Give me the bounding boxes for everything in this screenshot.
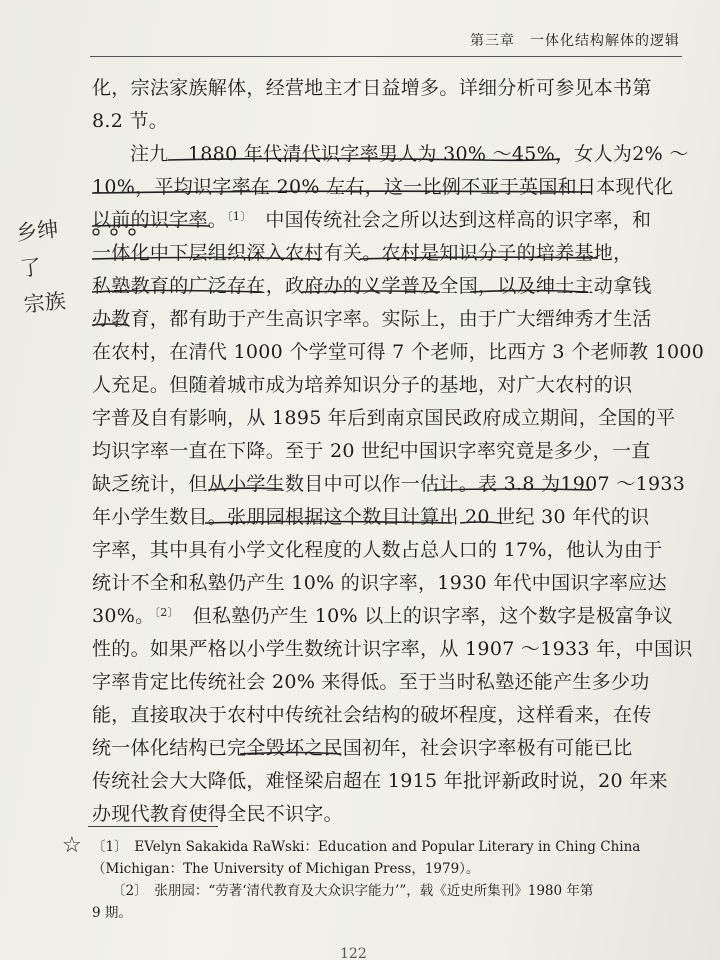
footnote-1-continued: （Michigan：The University of Michigan Press，1979）。	[92, 861, 480, 877]
footnotes	[92, 836, 641, 924]
page-number: 122	[340, 946, 367, 960]
text-line	[92, 600, 674, 633]
text-line: 一体化中下层组织深入农村有关。农村是知识分子的培养基地，	[92, 242, 633, 264]
handwritten-margin-note	[15, 209, 86, 323]
text-line: 注九 1880 年代清代识字率男人为 30% ～45%，女人为2% ～	[130, 143, 689, 165]
header-rule	[90, 56, 682, 57]
text-line: 缺乏统计，但从小学生数目中可以作一估计。表 3.8 为1907 ～1933	[92, 473, 686, 495]
text-segment: 30%。	[92, 605, 155, 627]
star-icon: ☆	[62, 833, 82, 858]
text-line: 字普及自有影响，从 1895 年后到南京国民政府成立期间，全国的平	[92, 407, 676, 429]
text-line: 10%，平均识字率在 20% 左右，这一比例不亚于英国和日本现代化	[92, 176, 674, 198]
text-line: 字率，其中具有小学文化程度的人数占总人口的 17%，他认为由于	[92, 539, 663, 561]
footnote-rule	[88, 826, 218, 827]
text-line: 化，宗法家族解体，经营地主才日益增多。详细分析可参见本书第	[92, 77, 652, 99]
text-line: 统一体化结构已完全毁坏之民国初年，社会识字率极有可能已比	[92, 737, 633, 759]
text-line: 办现代教育使得全民不识字。	[92, 803, 343, 825]
footnote-2: 〔2〕 张朋园：“劳著‘清代教育及大众识字能力’”，载《近史所集刊》1980 年第	[112, 883, 594, 899]
footnote-ref-1: 〔1〕	[227, 210, 247, 223]
text-line: 8.2 节。	[92, 110, 169, 132]
text-line: 统计不全和私塾仍产生 10% 的识字率，1930 年代中国识字率应达	[92, 572, 667, 594]
footnote-1: 〔1〕 EVelyn Sakakida RaWski：Education and Popular Literary in Ching China	[92, 839, 641, 855]
margin-note-line: 乡绅了	[15, 217, 60, 282]
text-line: 人充足。但随着城市成为培养知识分子的基地，对广大农村的识	[92, 374, 633, 396]
text-line	[92, 204, 652, 237]
text-line: 办教育，都有助于产生高识字率。实际上，由于广大缙绅秀才生活	[92, 308, 652, 330]
text-segment: 中国传统社会之所以达到这样高的识字率，和	[246, 209, 652, 231]
text-line: 私塾教育的广泛存在，政府办的义学普及全国，以及绅士主动拿钱	[92, 275, 652, 297]
body-text	[92, 72, 705, 831]
footnote-ref-2: 〔2〕	[154, 606, 174, 619]
text-line: 传统社会大大降低，难怪梁启超在 1915 年批评新政时说，20 年来	[92, 770, 668, 792]
text-segment: 以前的识字率。	[92, 209, 228, 231]
text-line: 能，直接取决于农村中传统社会结构的破坏程度，这样看来，在传	[92, 704, 652, 726]
footnote-2-continued: 9 期。	[92, 905, 132, 921]
running-header: 第三章 一体化结构解体的逻辑	[470, 33, 680, 49]
text-line: 均识字率一直在下降。至于 20 世纪中国识字率究竟是多少，一直	[92, 440, 651, 462]
text-line: 性的。如果严格以小学生数统计识字率，从 1907 ～1933 年，中国识	[92, 638, 693, 660]
margin-note-line: 宗族	[22, 288, 67, 317]
text-line: 年小学生数目。张朋园根据这个数目计算出 20 世纪 30 年代的识	[92, 506, 650, 528]
text-line: 字率肯定比传统社会 20% 来得低。至于当时私塾还能产生多少功	[92, 671, 650, 693]
text-segment: 但私塾仍产生 10% 以上的识字率，这个数字是极富争议	[173, 605, 674, 627]
text-line: 在农村，在清代 1000 个学堂可得 7 个老师，比西方 3 个老师教 1000	[92, 341, 705, 363]
